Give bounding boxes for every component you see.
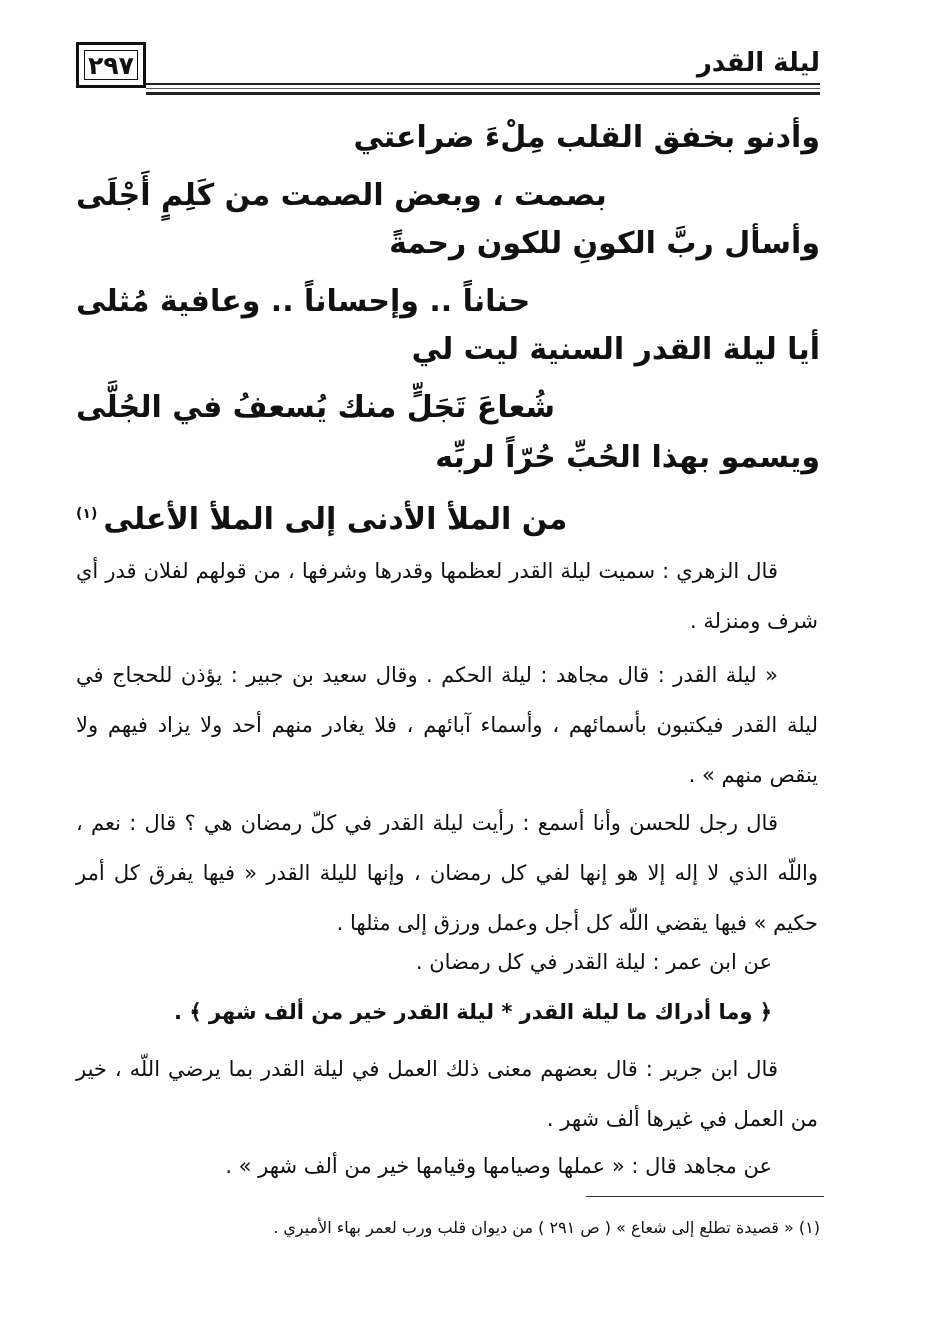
header-rule-bottom [146,92,820,95]
poem-line: وأسأل ربَّ الكونِ للكون رحمةً [389,226,820,261]
running-title: ليلة القدر [696,48,820,78]
poem-line-last [76,494,567,540]
quran-verse: ﴿ وما أدراك ما ليلة القدر * ليلة القدر خير من ألف شهر ﴾ . [174,1000,772,1024]
poem-line: شُعاعَ تَجَلٍّ منك يُسعفُ في الجُلَّى [76,390,556,425]
header-rule-middle [146,88,820,89]
page-number-frame [84,50,138,80]
paragraph: قال ابن جرير : قال بعضهم معنى ذلك العمل في ليلة القدر بما يرضي اللّه ، خير من العمل في غيرها ألف شهر . [76,1057,818,1131]
page-header [76,42,820,98]
poem-line: بصمت ، وبعض الصمت من كَلِمٍ أَجْلَى [76,178,607,213]
poem-line: حناناً .. وإحساناً .. وعافية مُثلى [76,284,531,319]
paragraph: قال رجل للحسن وأنا أسمع : رأيت ليلة القدر في كلّ رمضان هي ؟ قال : نعم ، واللّه الذي لا إله إلا هو إنها لفي كل رمضان ، وإنها لليلة القدر « فيها يفرق كل أمر حكيم » فيها يقضي اللّه كل أجل وعمل ورزق إلى مثلها . [76,811,818,935]
poem-line: وأدنو بخفق القلب مِلْءَ ضراعتي [353,120,820,155]
poem-line-text: من الملأ الأدنى إلى الملأ الأعلى [103,502,568,537]
page-number: ٢٩٧ [88,50,134,80]
header-rule-top [146,83,820,85]
footnote-marker: (١) [76,506,98,522]
poem-line: ويسمو بهذا الحُبِّ حُرّاً لربِّه [435,440,820,475]
paragraph: عن مجاهد قال : « عملها وصيامها وقيامها خير من ألف شهر » . [225,1154,772,1178]
poem-line: أيا ليلة القدر السنية ليت لي [411,332,820,367]
footnote: (١) « قصيدة تطلع إلى شعاع » ( ص ٢٩١ ) من ديوان قلب ورب لعمر بهاء الأميري . [273,1218,820,1237]
paragraph: عن ابن عمر : ليلة القدر في كل رمضان . [415,950,772,974]
page-number-box [76,42,146,88]
footnote-separator [586,1196,824,1197]
paragraph: « ليلة القدر : قال مجاهد : ليلة الحكم . وقال سعيد بن جبير : يؤذن للحجاج في ليلة القدر فيكتبون بأسمائهم ، وأسماء آبائهم ، فلا يغادر منهم أحد ولا يزاد فيهم ولا ينقص منهم » . [76,663,818,787]
paragraph: قال الزهري : سميت ليلة القدر لعظمها وقدرها وشرفها ، من قولهم لفلان قدر أي شرف ومنزلة . [76,559,818,633]
